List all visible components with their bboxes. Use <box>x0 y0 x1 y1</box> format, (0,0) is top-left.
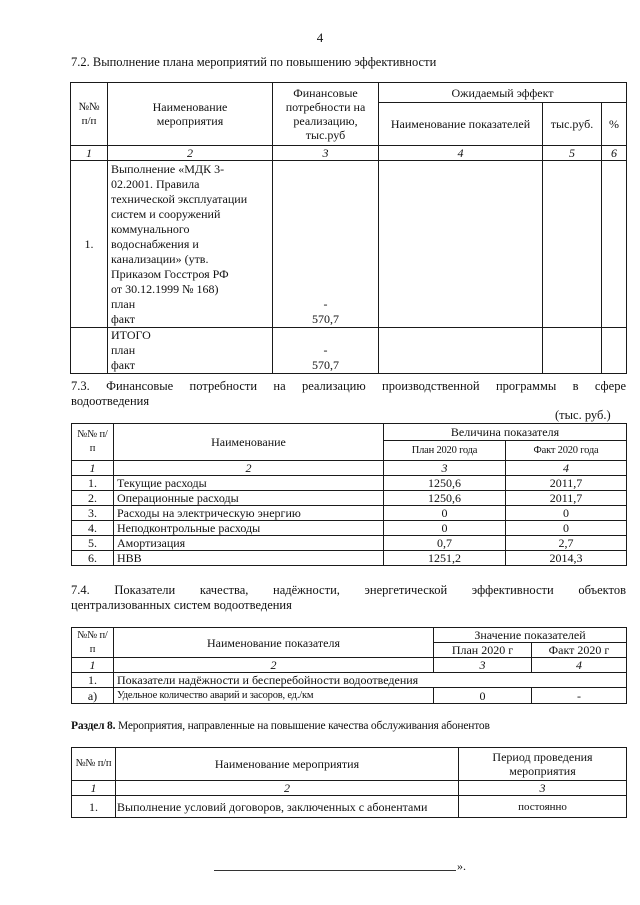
numbering-cell: 2 <box>114 658 434 673</box>
numbering-cell: 5 <box>543 146 602 161</box>
total-plan-value: - <box>323 343 328 357</box>
header-num: №№ п/п <box>72 424 114 461</box>
table-7-4 <box>71 627 627 704</box>
numbering-cell: 2 <box>116 781 459 796</box>
total-finance <box>273 328 379 374</box>
table-row: 4. Неподконтрольные расходы 0 0 <box>72 521 627 536</box>
section-8-title: Раздел 8. Мероприятия, направленные на повышение качества обслуживания абонентов <box>71 720 490 732</box>
header-name: Наименование показателя <box>114 628 434 658</box>
total-fact-value: 570,7 <box>312 358 339 372</box>
numbering-cell: 4 <box>532 658 627 673</box>
numbering-row <box>72 781 627 796</box>
section-7-4-title-line1: 7.4. Показатели качества, надёжности, энергетической эффективности объектов <box>71 583 626 597</box>
table-row: а) Удельное количество аварий и засоров, ед./км 0 - <box>72 688 627 704</box>
numbering-cell: 4 <box>506 461 627 476</box>
row-num: 1. <box>71 161 108 328</box>
table-row: 1. Текущие расходы 1250,6 2011,7 <box>72 476 627 491</box>
header-period: Период проведения мероприятия <box>459 748 627 781</box>
header-percent: % <box>602 103 627 146</box>
row-indicator <box>379 161 543 328</box>
header-name: Наименование мероприятия <box>108 83 273 146</box>
header-num: №№ п/п <box>71 83 108 146</box>
numbering-cell: 2 <box>108 146 273 161</box>
numbering-cell: 4 <box>379 146 543 161</box>
header-thousand-rub: тыс.руб. <box>543 103 602 146</box>
group-row: 1. Показатели надёжности и бесперебойности водоотведения <box>72 673 627 688</box>
row-finance <box>273 161 379 328</box>
header-value-group: Величина показателя <box>384 424 627 441</box>
row-percent <box>602 161 627 328</box>
numbering-row <box>72 461 627 476</box>
row-thousand-rub <box>543 161 602 328</box>
fact-value: 570,7 <box>312 312 339 326</box>
section-7-3-title-line2: водоотведения <box>71 394 150 408</box>
header-value-group: Значение показателей <box>434 628 627 643</box>
total-row <box>71 328 627 374</box>
header-name: Наименование мероприятия <box>116 748 459 781</box>
header-expected-effect: Ожидаемый эффект <box>379 83 627 103</box>
numbering-cell: 1 <box>72 658 114 673</box>
page-number: 4 <box>316 30 324 45</box>
header-plan: План 2020 г <box>434 643 532 658</box>
header-fact: Факт 2020 года <box>506 441 627 461</box>
numbering-cell: 6 <box>602 146 627 161</box>
header-num: №№ п/п <box>72 748 116 781</box>
numbering-cell: 3 <box>273 146 379 161</box>
table-row <box>71 161 627 328</box>
table-8 <box>71 747 627 818</box>
header-fact: Факт 2020 г <box>532 643 627 658</box>
row-name: Выполнение «МДК 3- 02.2001. Правила технической эксплуатации систем и сооружений коммунального водоснабжения и канализации» (утв. Приказом Госстроя РФ от 30.12.1999 № 168) план факт <box>108 161 273 328</box>
numbering-cell: 3 <box>459 781 627 796</box>
numbering-cell: 1 <box>72 461 114 476</box>
numbering-cell: 1 <box>72 781 116 796</box>
total-label: ИТОГО план факт <box>108 328 273 374</box>
header-name: Наименование <box>114 424 384 461</box>
header-finance: Финансовые потребности на реализацию, тыс.руб <box>273 83 379 146</box>
numbering-row <box>72 658 627 673</box>
numbering-cell: 3 <box>384 461 506 476</box>
section-7-3-title-line1: 7.3. Финансовые потребности на реализацию производственной программы в сфере <box>71 379 626 393</box>
signature-line <box>214 870 456 871</box>
header-indicator-name: Наименование показателей <box>379 103 543 146</box>
table-row: 1. Выполнение условий договоров, заключенных с абонентами постоянно <box>72 796 627 818</box>
table-row: 3. Расходы на электрическую энергию 0 0 <box>72 506 627 521</box>
table-7-2 <box>70 82 627 374</box>
plan-value: - <box>323 297 328 311</box>
numbering-cell: 1 <box>71 146 108 161</box>
header-plan: План 2020 года <box>384 441 506 461</box>
header-num: №№ п/п <box>72 628 114 658</box>
section-7-2-title: 7.2. Выполнение плана мероприятий по повышению эффективности <box>71 55 437 69</box>
table-row: 5. Амортизация 0,7 2,7 <box>72 536 627 551</box>
table-row: 2. Операционные расходы 1250,6 2011,7 <box>72 491 627 506</box>
table-7-3 <box>71 423 627 566</box>
closing-quote: ». <box>457 859 466 873</box>
units-label: (тыс. руб.) <box>555 408 611 422</box>
numbering-cell: 3 <box>434 658 532 673</box>
section-7-4-title-line2: централизованных систем водоотведения <box>71 598 292 612</box>
table-row: 6. НВВ 1251,2 2014,3 <box>72 551 627 566</box>
numbering-row <box>71 146 627 161</box>
numbering-cell: 2 <box>114 461 384 476</box>
